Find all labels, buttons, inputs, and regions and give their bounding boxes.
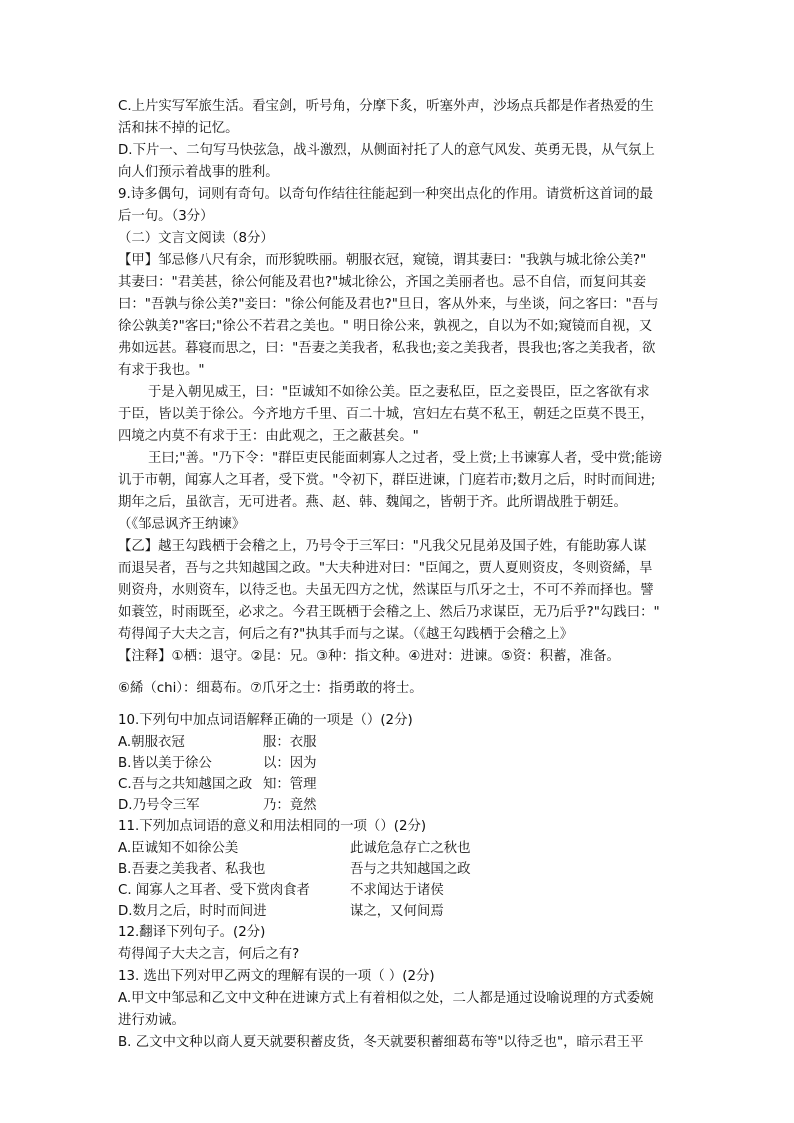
option-compare: 不求闻达于诸侯 [350,883,444,898]
question-9: 9.诗多偶句，词则有奇句。以奇句作结往往能起到一种突出点化的作用。请赏析这首词的最 [118,187,654,202]
passage-jia-line: 王曰;"善。"乃下令："群臣吏民能面刺寡人之过者，受上赏;上书谏寡人者，受中赏;能谤 [148,451,663,466]
section-heading: （二）文言文阅读（8分） [118,231,274,246]
question-11-option [118,880,678,901]
question-10-option [118,732,678,753]
passage-jia-line: 于是入朝见威王，曰："臣诚知不如徐公美。臣之妻私臣，臣之妾畏臣，臣之客欲有求 [148,385,650,400]
passage-jia-line: 徐公孰美?"客曰;"徐公不若君之美也。" 明日徐公来，孰视之，自以为不如;窥镜而自视，又 [118,319,653,334]
question-11-option [118,901,678,922]
text-line: C.上片实写军旅生活。看宝剑，听号角，分摩下炙，听塞外声，沙场点兵都是作者热爱的生 [118,99,654,114]
passage-jia-line: 于臣，皆以美于徐公。今齐地方千里、百二十城，宫妇左右莫不私王，朝廷之臣莫不畏王， [118,407,654,422]
passage-yi-line: 苟得闻子大夫之言，何后之有?"执其手而与之谋。（《越王勾践栖于会稽之上》 [118,627,574,642]
text-line: D.下片一、二句写马快弦急，战斗激烈，从侧面衬托了人的意气风发、英勇无畏，从气氛上 [118,143,655,158]
passage-yi-line: 则资舟，水则资车，以待乏也。夫虽无四方之忧，然谋臣与爪牙之士，不可不养而择也。譬 [118,583,654,598]
passage-jia-line: 其妻曰："君美甚，徐公何能及君也?"城北徐公，齐国之美丽者也。忌不自信，而复问其妾 [118,275,647,290]
option-text: B.皆以美于徐公 [118,756,212,771]
option-gloss: 乃：竟然 [263,798,317,813]
option-text: D.乃号令三军 [118,798,200,813]
question-12-text: 苟得闻子大夫之言，何后之有? [118,947,300,962]
passage-yi-line: 【乙】越王勾践栖于会稽之上，乃号令于三军曰："凡我父兄昆弟及国子姓，有能助寡人谋 [118,539,647,554]
question-10-stem: 10.下列句中加点词语解释正确的一项是（）(2分) [118,713,413,728]
text-line: 活和抹不掉的记忆。 [118,121,239,136]
question-12-stem: 12.翻译下列句子。(2分) [118,925,266,940]
passage-yi-line: 而退吴者，吾与之共知越国之政。"大夫种进对曰："臣闻之，贾人夏则资皮，冬则资絺，旱 [118,561,653,576]
option-text: A.臣诚知不如徐公美 [118,841,239,856]
option-compare: 吾与之共知越国之政 [350,862,471,877]
passage-jia-line: 弗如远甚。暮寝而思之，曰："吾妻之美我者，私我也;妾之美我者，畏我也;客之美我者，欲 [118,341,656,356]
option-text: C.吾与之共知越国之政 [118,777,253,792]
option-gloss: 知：管理 [263,777,317,792]
option-text: B.吾妻之美我者、私我也 [118,862,266,877]
passage-yi-line: 如蓑笠，时雨既至，必求之。今君王既栖于会稽之上、然后乃求谋臣，无乃后乎?"勾践曰：" [118,605,660,620]
passage-jia-line: 有求于我也。" [118,363,205,378]
question-11-stem: 11.下列加点词语的意义和用法相同的一项（）(2分) [118,819,427,834]
question-13-line: B. 乙文中文种以商人夏天就要积蓄皮货，冬天就要积蓄细葛布等"以待乏也"，暗示君王平 [118,1035,644,1050]
question-13-line: 进行劝诫。 [118,1013,185,1028]
option-compare: 谋之，又何间焉 [350,904,444,919]
option-gloss: 以：因为 [263,756,317,771]
option-gloss: 服：衣服 [263,735,317,750]
passage-source: （《邹忌讽齐王纳谏》 [118,517,246,532]
text-line: 后一句。（3分） [118,209,214,224]
document-page [118,96,678,1054]
passage-jia-line: 讥于市朝，闻寡人之耳者，受下赏。"令初下，群臣进谏，门庭若市;数月之后，时时而间进; [118,473,656,488]
passage-jia-line: 【甲】邹忌修八尺有余，而形貌昳丽。朝服衣冠，窥镜，谓其妻曰："我孰与城北徐公美?" [118,253,647,268]
question-10-option [118,774,678,795]
option-text: A.朝服衣冠 [118,735,185,750]
option-compare: 此诚危急存亡之秋也 [350,841,471,856]
passage-jia-line: 曰："吾孰与徐公美?"妾曰："徐公何能及君也?"旦日，客从外来，与坐谈，问之客曰："吾与 [118,297,659,312]
question-10-option [118,795,678,816]
option-text: C. 闻寡人之耳者、受下赏肉食者 [118,883,310,898]
option-text: D.数月之后，时时而间进 [118,904,267,919]
question-11-option [118,859,678,880]
text-line: 向人们预示着战事的胜利。 [118,165,279,180]
question-13-stem: 13. 选出下列对甲乙两文的理解有误的一项（ ）(2分) [118,969,435,984]
passage-jia-line: 期年之后，虽欲言，无可进者。燕、赵、韩、魏闻之，皆朝于齐。此所谓战胜于朝廷。 [118,495,627,510]
question-10-option [118,753,678,774]
question-11-option [118,838,678,859]
notes-line: 【注释】①栖：退守。②昆：兄。③种：指文种。④进对：进谏。⑤资：积蓄，准备。 [118,649,620,664]
notes-line: ⑥絺（chi）：细葛布。⑦爪牙之士：指勇敢的将士。 [118,681,423,696]
passage-jia-line: 四境之内莫不有求于王：由此观之，王之蔽甚矣。" [118,429,419,444]
question-13-line: A.甲文中邹忌和乙文中文种在进谏方式上有着相似之处，二人都是通过设喻说理的方式委婉 [118,991,654,1006]
